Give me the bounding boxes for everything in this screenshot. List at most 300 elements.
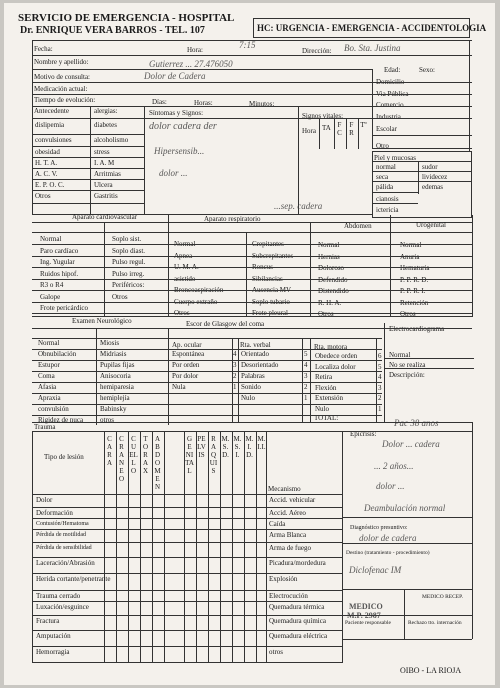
rule-line	[32, 244, 472, 245]
lesion-type: Amputación	[36, 632, 71, 640]
direccion-label: Dirección:	[302, 47, 332, 55]
rule-line	[342, 615, 472, 616]
hw-epicrisis-4: dolor ...	[376, 481, 405, 491]
mecanismo-item: Picadura/mordedura	[269, 559, 326, 567]
antecedente-item: H. T. A.	[35, 159, 58, 167]
antecedente-item: E. P. O. C.	[35, 181, 65, 189]
destino-label: Destino (tratamiento - procedimiento)	[346, 550, 430, 556]
rule-line	[404, 589, 405, 639]
neuro-item: convulsión	[38, 405, 69, 413]
rule-line	[32, 431, 342, 432]
diagnostico-label: Diagnóstico presuntivo:	[350, 525, 408, 531]
system-item: Frote pleural	[252, 309, 288, 317]
system-item: Roncus	[252, 263, 273, 271]
abd-item: Normal	[318, 241, 340, 249]
rule-line	[32, 313, 472, 314]
rule-line	[32, 328, 472, 329]
trauma-column-label: GENITAL	[185, 435, 194, 475]
motivo-label: Motivo de consulta:	[34, 73, 90, 81]
hora-label: Hora:	[187, 46, 203, 54]
piel-item: edemas	[422, 183, 443, 191]
system-item: Sibilancias	[252, 274, 283, 283]
lesion-type: Fractura	[36, 617, 60, 625]
rule-line	[104, 222, 105, 317]
hw-direccion: Bo. Sta. Justina	[344, 43, 401, 53]
rule-line	[32, 542, 342, 543]
piel-item: seca	[376, 173, 389, 181]
rule-line	[32, 168, 144, 169]
rule-line	[310, 222, 311, 317]
trauma-column-label: CRANEO	[118, 435, 125, 483]
neuro-item: Rigidez de nuca	[38, 416, 84, 424]
hw-diag: dolor de cadera	[359, 533, 417, 543]
ecg-normal: Normal	[389, 351, 411, 359]
system-item: Otros	[174, 309, 190, 317]
comercio-label: Comercio	[376, 101, 404, 109]
piel-item: ictericia	[376, 206, 399, 214]
neuro-item: Miosis	[100, 339, 120, 347]
antecedente-header: Antecedente	[34, 107, 69, 115]
antecedente-item: Arritmias	[94, 170, 121, 178]
industria-label: Industria	[376, 113, 401, 121]
antecedente-item: A. C. V.	[35, 170, 58, 178]
rule-line	[32, 494, 342, 495]
trauma-column-label: CARA	[106, 435, 113, 467]
vital-fc: F C	[337, 121, 342, 137]
glasgow-motora: Extensión	[315, 394, 343, 402]
rule-line	[32, 507, 342, 508]
mecanismo-item: Quemadura térmica	[269, 603, 325, 611]
rule-line	[384, 368, 474, 369]
rule-line	[342, 517, 472, 518]
rule-line	[246, 232, 247, 317]
antecedente-item: Otros	[35, 192, 51, 200]
hw-hora: 7:15	[239, 40, 256, 50]
hospital-title: SERVICIO DE EMERGENCIA - HOSPITAL	[18, 12, 235, 24]
rule-line	[32, 646, 342, 647]
mecanismo-label: Mecanismo	[268, 485, 301, 493]
system-item: Periféricos:	[112, 281, 145, 289]
neuro-item: Estupor	[38, 361, 60, 369]
system-item: Soplo sist.	[112, 235, 142, 243]
uro-item: Hematuria	[400, 264, 430, 272]
glasgow-ocular: Por dolor	[172, 372, 199, 380]
mecanismo-item: Arma de fuego	[269, 544, 311, 552]
antecedente-item: Gastritis	[94, 192, 118, 200]
uro-item: Anuria	[400, 252, 420, 261]
nombre-label: Nombre y apellido:	[34, 58, 89, 66]
system-item: Ing. Yugular	[40, 258, 75, 266]
glasgow-motora: Obedece orden	[315, 352, 358, 360]
trauma-column-label: M.I.I.	[257, 435, 266, 451]
hw-sint2: Hipersensib...	[154, 146, 205, 156]
piel-item: normal	[376, 163, 396, 171]
mecanismo-item: Explosión	[269, 575, 298, 583]
glasgow-verbal: Palabras	[241, 372, 265, 380]
escolar-label: Escolar	[376, 125, 397, 133]
system-item: Normal	[174, 240, 196, 248]
hw-sint3: dolor ...	[159, 168, 188, 178]
rule-line	[472, 215, 473, 317]
rule-line	[32, 203, 144, 204]
lesion-type: Hemorragia	[36, 648, 70, 656]
rule-line	[32, 615, 342, 616]
mecanismo-item: Quemadura eléctrica	[269, 632, 328, 640]
verbal-header: Rta. verbal	[240, 341, 271, 349]
medicacion-label: Medicación actual:	[34, 85, 88, 93]
abd-item: Distendido	[318, 287, 349, 295]
abd-item: Doloroso	[318, 264, 345, 272]
system-item: Soplo tubario	[252, 297, 290, 306]
rule-line	[32, 422, 472, 423]
rule-line	[342, 431, 472, 432]
system-item: Paro cardíaco	[40, 246, 79, 255]
hospital-subtitle: Dr. ENRIQUE VERA BARROS - TEL. 107	[20, 25, 205, 36]
glasgow-score: 2	[304, 383, 308, 391]
rule-line	[418, 161, 419, 194]
glasgow-motora: Retira	[315, 373, 333, 381]
horas-label: Horas:	[194, 99, 213, 107]
neuro-item: otros	[100, 416, 114, 424]
trauma-title: Trauma	[34, 423, 56, 431]
lesion-type: Contusión/Hematoma	[36, 521, 89, 527]
neuro-item: hemiplejía	[100, 394, 130, 402]
rule-line	[196, 431, 197, 663]
antecedente-item: I. A. M	[94, 159, 115, 167]
hc-box	[253, 18, 470, 38]
hw-epicrisis-5: Deambulación normal	[364, 503, 446, 513]
rule-line	[384, 358, 474, 359]
cardio-title: Aparato cardiovascular	[72, 213, 138, 221]
rule-line	[32, 279, 472, 280]
minutos-label: Minutos:	[249, 100, 275, 108]
antecedente-item: Ulcera	[94, 181, 113, 189]
abd-title: Abdomen	[344, 222, 372, 230]
sexo-label: Sexo:	[419, 66, 435, 74]
vital-fr: F R	[349, 121, 354, 137]
rule-line	[372, 161, 472, 162]
rule-line	[342, 639, 472, 640]
rule-line	[32, 431, 33, 663]
rule-line	[32, 415, 382, 416]
glasgow-verbal: Orientado	[241, 350, 269, 358]
trauma-column-label: M.S.I.	[233, 435, 242, 459]
rule-line	[32, 232, 472, 233]
ocular-header: Ap. ocular	[172, 341, 202, 349]
system-item: Normal	[40, 235, 62, 243]
rule-line	[32, 338, 382, 339]
rule-line	[32, 290, 472, 291]
hw-motivo: Dolor de Cadera	[144, 71, 206, 81]
glasgow-motora: Localiza dolor	[315, 362, 356, 371]
rule-line	[256, 431, 257, 663]
rule-line	[116, 431, 117, 663]
glasgow-score: 2	[233, 372, 237, 380]
mecanismo-item: Electrocución	[269, 592, 308, 600]
alergias-header: alergias:	[94, 107, 118, 115]
rule-line	[32, 134, 144, 135]
vital-hora: Hora	[302, 127, 316, 135]
hw-nombre: Gutierrez ... 27.476050	[149, 59, 233, 69]
neuro-item: Coma	[38, 372, 55, 380]
neuro-item: Anisocoria	[100, 372, 131, 380]
rule-line	[128, 431, 129, 663]
ecg-title: Electrocardiograma	[389, 325, 445, 333]
antecedente-item: diabetes	[94, 121, 117, 129]
stamp-medico: MEDICO	[349, 602, 383, 611]
rule-line	[32, 360, 382, 361]
rule-line	[32, 518, 342, 519]
system-item: Pulso irreg.	[112, 269, 145, 278]
glasgow-score: 4	[304, 361, 308, 369]
rule-line	[32, 573, 342, 574]
system-item: R3 o R4	[40, 281, 64, 289]
medico-recep-label: MEDICO RECEP.	[422, 594, 463, 600]
neuro-item: Midriasis	[100, 350, 127, 358]
uro-title: Urogenital	[416, 221, 446, 229]
hw-epicrisis-1: Pac 38 anos	[394, 418, 439, 428]
rule-line	[32, 179, 144, 180]
abd-item: Otros	[318, 310, 334, 318]
neuro-item: Normal	[38, 339, 60, 347]
rule-line	[372, 181, 472, 182]
rule-line	[164, 431, 165, 663]
neuro-item: hemiparesia	[100, 383, 134, 391]
ecg-no-realiza: No se realiza	[389, 361, 426, 369]
rechazo-label: Rechazo tto. internación	[408, 620, 462, 626]
trauma-column-label: RAQUIS	[209, 435, 218, 475]
neuro-item: Obnubilación	[38, 350, 77, 358]
abd-item: Hernias	[318, 252, 340, 261]
uro-item: P. P. R. I.	[400, 287, 426, 295]
neuro-title: Examen Neurológico	[72, 317, 132, 325]
glasgow-score: 4	[233, 350, 237, 358]
rule-line	[372, 171, 472, 172]
neuro-item: Apraxia	[38, 394, 61, 402]
rule-line	[32, 349, 382, 350]
piel-item: sudor	[422, 163, 438, 171]
hc-title: HC: URGENCIA - EMERGENCIA - ACCIDENTOLOGIA	[257, 23, 487, 33]
rule-line	[32, 662, 342, 663]
rule-line	[32, 529, 342, 530]
hw-sint4: ...sep. cadera	[274, 201, 323, 211]
system-item: Soplo diast.	[112, 246, 146, 255]
rule-line	[32, 557, 342, 558]
paciente-responsable-label: Paciente responsable	[345, 620, 391, 626]
rule-line	[372, 203, 418, 204]
rule-line	[302, 338, 303, 423]
glasgow-title: Escor de Glasgow del coma	[186, 320, 265, 328]
glasgow-total: TOTAL:	[314, 414, 339, 422]
antecedente-item: convulsiones	[35, 136, 72, 144]
system-item: U. M. A.	[174, 263, 199, 271]
vital-t: Tº	[360, 121, 367, 129]
neuro-item: Babinsky	[100, 405, 127, 413]
rule-line	[342, 589, 472, 590]
otro-label: Otro	[376, 142, 389, 150]
rule-line	[32, 630, 342, 631]
piel-item: cianosis	[376, 195, 399, 203]
trauma-column-label: ABDOMEN	[154, 435, 161, 491]
rule-line	[310, 338, 311, 423]
glasgow-score: 2	[378, 394, 382, 402]
glasgow-score: 1	[304, 394, 308, 402]
trauma-column-label: CUELLO	[129, 435, 138, 475]
rule-line	[32, 404, 382, 405]
tipo-lesion-label: Tipo de lesión	[44, 453, 84, 461]
lesion-type: Dolor	[36, 496, 53, 504]
mecanismo-item: otros	[269, 648, 283, 656]
rule-line	[342, 431, 343, 663]
sintomas-header: Síntomas y Signos:	[149, 109, 204, 117]
piel-item: lividecez	[422, 173, 448, 181]
rule-line	[32, 590, 342, 591]
fecha-label: Fecha:	[34, 45, 53, 53]
lesion-type: Luxación/esguince	[36, 603, 89, 611]
rule-line	[384, 323, 385, 423]
rule-line	[244, 431, 245, 663]
glasgow-verbal: Nulo	[241, 394, 255, 402]
emergency-form-sheet	[4, 3, 495, 685]
rule-line	[32, 146, 144, 147]
rule-line	[220, 431, 221, 663]
mecanismo-item: Arma Blanca	[269, 531, 307, 539]
system-item: Cuerpo extraño	[174, 297, 218, 306]
system-item: Frote pericárdico	[40, 304, 89, 312]
neuro-item: Pupilas fijas	[100, 361, 135, 369]
glasgow-verbal: Sonido	[241, 383, 261, 391]
rule-line	[32, 316, 472, 317]
resp-title: Aparato respiratorio	[204, 215, 261, 223]
rule-line	[152, 431, 153, 663]
glasgow-score: 5	[378, 362, 382, 371]
domicilio-label: Domicilio	[376, 78, 405, 86]
system-item: Broncoaspiración	[174, 286, 224, 294]
glasgow-score: 4	[378, 373, 382, 381]
uro-item: Retención	[400, 298, 429, 307]
system-item: asistido	[174, 274, 196, 283]
rule-line	[168, 215, 169, 317]
antecedente-item: alcoholismo	[94, 136, 129, 144]
piel-item: pálida	[376, 183, 394, 191]
glasgow-score: 5	[304, 350, 308, 358]
hw-destino: Diclofenac IM	[349, 565, 402, 575]
lesion-type: Herida cortante/penetrante	[36, 575, 111, 583]
lesion-type: Deformación	[36, 509, 73, 517]
uro-item: P. P. R. D.	[400, 275, 429, 284]
system-item: Pulso regul.	[112, 258, 146, 266]
trauma-column-label: M.S.D.	[221, 435, 230, 459]
lesion-type: Pérdida de sensibilidad	[36, 545, 92, 551]
rule-line	[376, 338, 377, 423]
rule-line	[238, 338, 239, 423]
antecedente-item: stress	[94, 148, 110, 156]
tiempo-label: Tiempo de evolución:	[34, 96, 96, 104]
epicrisis-label: Epicrisis:	[350, 430, 377, 438]
trauma-column-label: PELVIS	[197, 435, 206, 459]
system-item: Subcrepitantes	[252, 251, 294, 260]
system-item: Apnea	[174, 251, 193, 260]
rule-line	[32, 302, 472, 303]
footer-text: OIBO - LA RIOJA	[400, 666, 462, 675]
rule-line	[342, 543, 472, 544]
hw-epicrisis-3: ... 2 años...	[374, 461, 414, 471]
piel-title: Piel y mucosas	[374, 154, 416, 162]
glasgow-score: 3	[378, 383, 382, 392]
rule-line	[184, 431, 185, 663]
glasgow-motora: Nulo	[315, 404, 329, 413]
glasgow-verbal: Desorientado	[241, 361, 279, 369]
antecedente-item: dislipemia	[35, 121, 65, 129]
rule-line	[472, 422, 473, 639]
system-item: Crepitantes	[252, 240, 284, 248]
rule-line	[168, 328, 169, 425]
abd-item: R. H. A.	[318, 298, 342, 307]
uro-item: Normal	[400, 241, 422, 249]
lesion-type: Pérdida de motilidad	[36, 532, 86, 538]
glasgow-ocular: Nula	[172, 383, 186, 391]
antecedente-item: obesidad	[35, 148, 60, 156]
glasgow-score: 6	[378, 352, 382, 360]
rule-line	[266, 431, 267, 663]
glasgow-motora: Flexión	[315, 383, 337, 392]
trauma-column-label: TORAX	[142, 435, 149, 475]
glasgow-score: 3	[304, 372, 308, 380]
lesion-type: Laceración/Abrasión	[36, 559, 95, 567]
glasgow-score: 1	[378, 404, 382, 413]
rule-line	[32, 601, 342, 602]
rule-line	[96, 328, 97, 425]
rule-line	[390, 215, 391, 317]
glasgow-ocular: Espontánea	[172, 350, 205, 358]
signos-vitales-header: Signos vitales:	[302, 112, 344, 120]
rule-line	[372, 192, 418, 193]
mecanismo-item: Accid. vehicular	[269, 496, 316, 504]
neuro-item: Afasia	[38, 383, 57, 391]
rule-line	[104, 431, 105, 663]
glasgow-ocular: Por orden	[172, 361, 200, 369]
uro-item: Otros	[400, 310, 416, 318]
ecg-descripcion: Descripción:	[389, 371, 425, 379]
rule-line	[32, 267, 472, 268]
rule-line	[32, 157, 144, 158]
mecanismo-item: Quemadura química	[269, 617, 326, 625]
system-item: Ruidos hipof.	[40, 269, 79, 278]
mecanismo-item: Accid. Aéreo	[269, 509, 306, 517]
rule-line	[32, 190, 144, 191]
stamp-mp: M.P. 2987	[347, 611, 381, 620]
system-item: Ausencia MV	[252, 286, 292, 294]
glasgow-score: 1	[233, 383, 237, 391]
via-publica-label: Via Pública	[376, 90, 409, 98]
rule-line	[32, 256, 472, 257]
rule-line	[232, 431, 233, 663]
hw-sintomas: dolor cadera der	[149, 121, 217, 132]
glasgow-score: 3	[233, 361, 237, 369]
rule-line	[32, 371, 382, 372]
mecanismo-item: Caída	[269, 520, 286, 528]
dias-label: Días:	[152, 98, 167, 106]
edad-label: Edad:	[384, 66, 401, 74]
rule-line	[140, 431, 141, 663]
motora-header: Rta. motora	[314, 343, 348, 351]
abd-item: Defendido	[318, 275, 348, 284]
vital-ta: TA	[322, 124, 331, 132]
rule-line	[208, 431, 209, 663]
lesion-type: Trauma cerrado	[36, 592, 81, 600]
hw-epicrisis-2: Dolor ... cadera	[382, 439, 440, 449]
system-item: Galope	[40, 292, 61, 301]
